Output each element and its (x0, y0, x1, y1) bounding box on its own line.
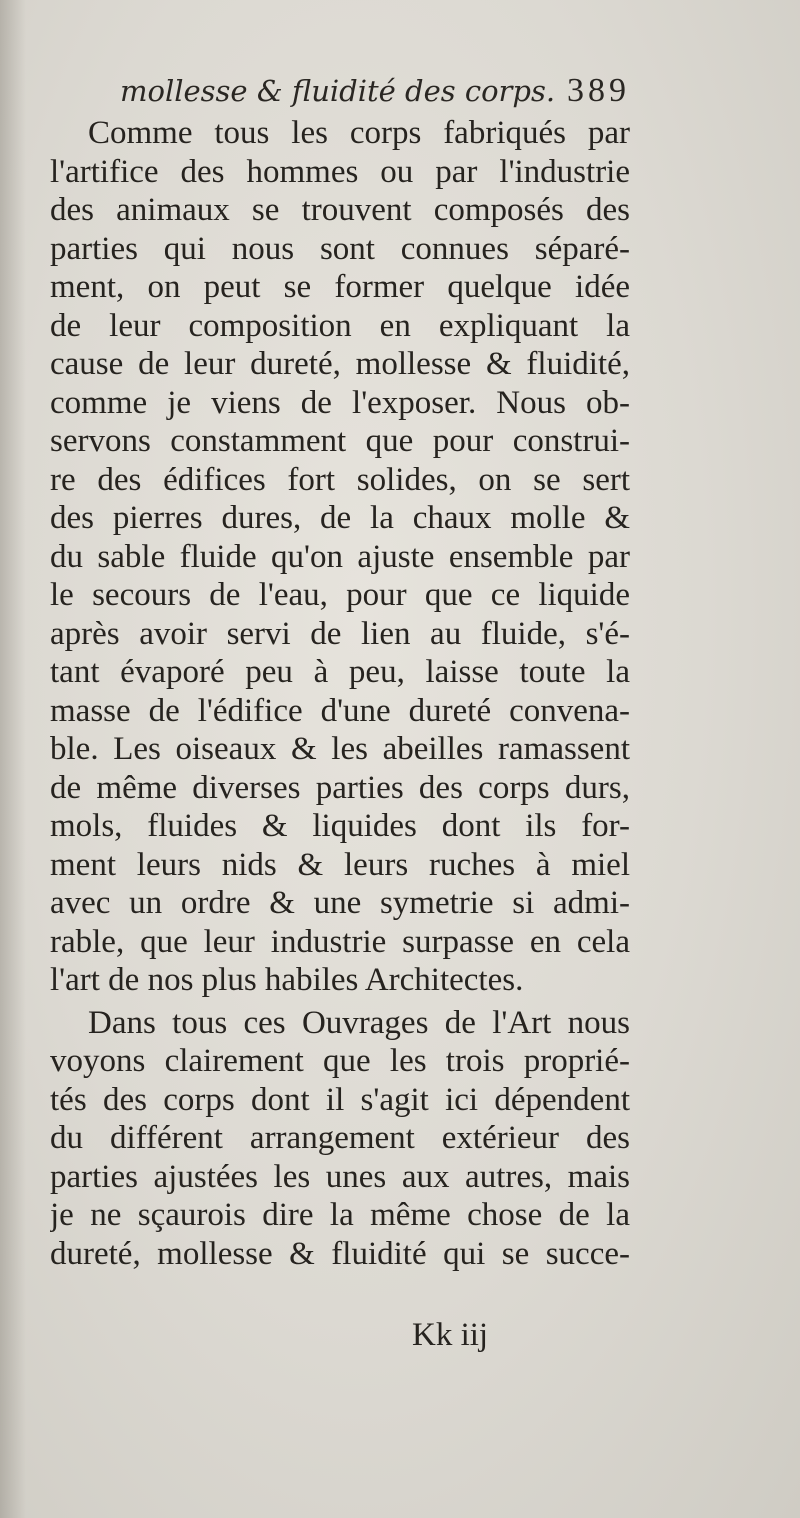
text-line: avec un ordre & une symetrie si admi- (50, 885, 630, 921)
text-line: de même diverses parties des corps durs, (50, 769, 630, 806)
text-line: après avoir servi de lien au fluide, s'é- (50, 615, 630, 652)
text-line: rable, que leur industrie surpasse en cela (50, 923, 630, 960)
text-line: je ne sçaurois dire la même chose de la (50, 1197, 630, 1233)
text-line: cause de leur dureté, mollesse & fluidité, (50, 346, 630, 382)
text-line: ment, on peut se former quelque idée (50, 269, 630, 305)
text-line: masse de l'édifice d'une dureté convena- (50, 692, 630, 729)
text-line: des pierres dures, de la chaux molle & (50, 500, 630, 536)
paragraph-2 (50, 1004, 630, 1274)
text-line: Dans tous ces Ouvrages de l'Art nous (88, 1004, 630, 1041)
spine-shadow (0, 0, 26, 1518)
paragraph-1 (50, 114, 630, 1000)
text-line: tés des corps dont il s'agit ici dépendent (50, 1081, 630, 1118)
text-line: comme je viens de l'exposer. Nous ob- (50, 384, 630, 421)
running-head (120, 72, 630, 118)
text-line: ment leurs nids & leurs ruches à miel (50, 846, 630, 883)
text-line: l'art de nos plus habiles Architectes. (50, 962, 524, 998)
text-line: ble. Les oiseaux & les abeilles ramassent (50, 731, 630, 767)
text-line: Comme tous les corps fabriqués par (88, 115, 630, 151)
page-number: 389 (567, 72, 630, 109)
text-line: dureté, mollesse & fluidité qui se succe- (50, 1235, 630, 1272)
text-line: le secours de l'eau, pour que ce liquide (50, 577, 630, 613)
text-line: tant évaporé peu à peu, laisse toute la (50, 654, 630, 690)
text-line: l'artifice des hommes ou par l'industrie (50, 153, 630, 190)
signature-mark: Kk iij (412, 1317, 489, 1353)
text-line: du différent arrangement extérieur des (50, 1120, 630, 1156)
text-line: du sable fluide qu'on ajuste ensemble par (50, 538, 630, 575)
text-line: parties qui nous sont connues séparé- (50, 230, 630, 267)
text-line: re des édifices fort solides, on se sert (50, 461, 630, 498)
text-line: mols, fluides & liquides dont ils for- (50, 808, 630, 844)
running-title: mollesse & fluidité des corps. (120, 74, 556, 108)
text-line: des animaux se trouvent composés des (50, 192, 630, 228)
body-text (50, 114, 630, 1273)
text-line: parties ajustées les unes aux autres, mais (50, 1158, 630, 1195)
text-line: de leur composition en expliquant la (50, 307, 630, 344)
text-line: servons constamment que pour construi- (50, 423, 630, 459)
text-line: voyons clairement que les trois proprié- (50, 1043, 630, 1079)
